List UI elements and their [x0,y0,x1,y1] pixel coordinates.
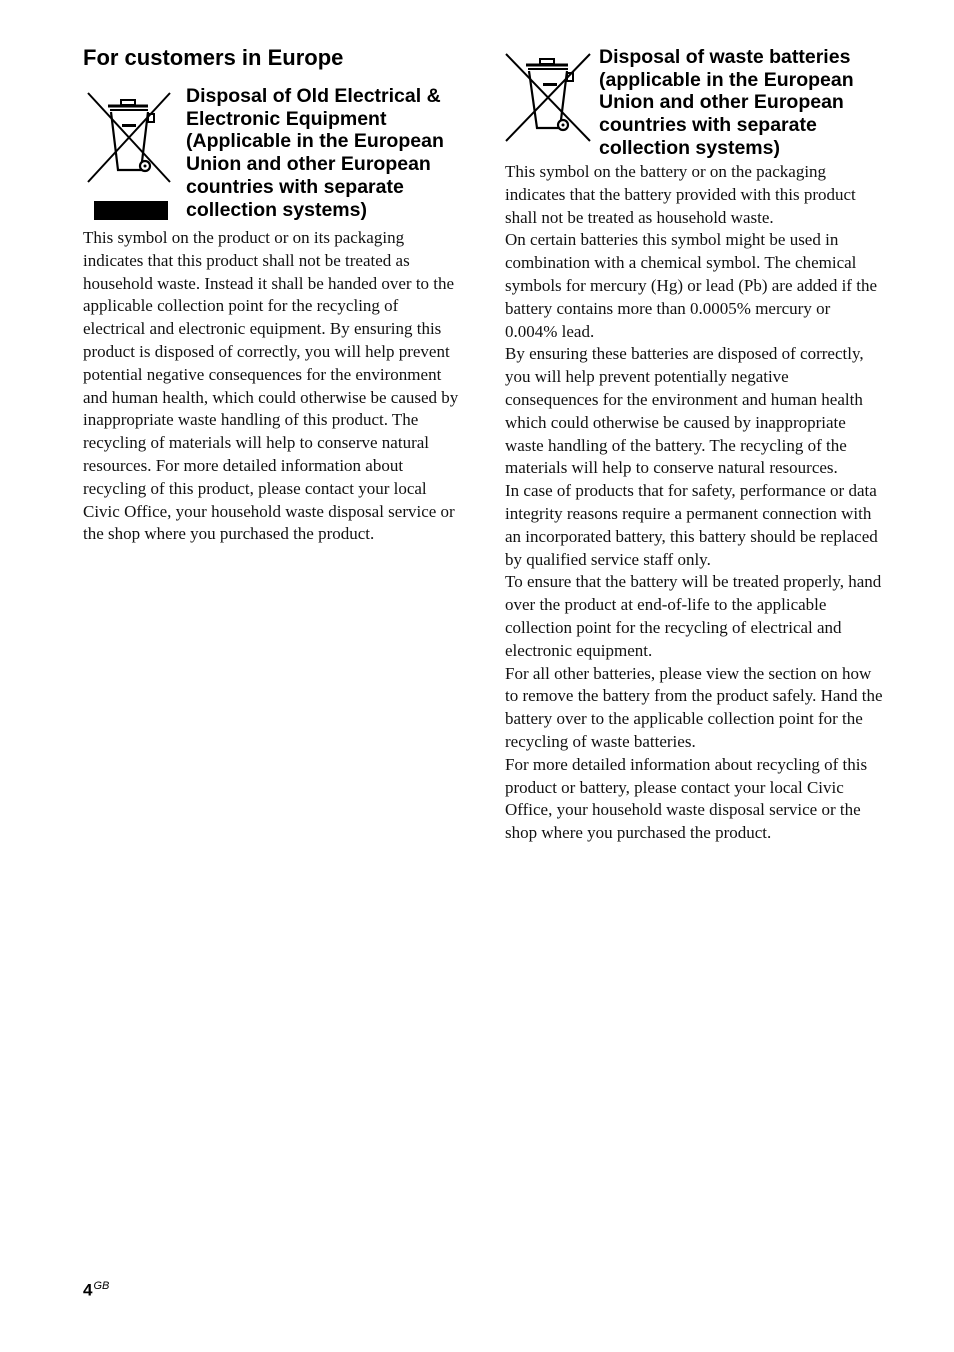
title-line: Electronic Equipment [186,107,387,130]
left-section-title [186,85,444,221]
title-line: collection systems) [599,136,780,159]
right-section-title [599,46,854,160]
title-line: countries with separate [186,175,404,198]
paragraph: For all other batteries, please view the section on how to remove the battery from the product safely. Hand the battery over to the applicable collection point for the recycling of waste batteries. [505,663,883,751]
title-line: countries with separate [599,114,817,137]
right-body [505,161,883,845]
page-heading: For customers in Europe [83,45,344,70]
page-number-value: 4 [83,1280,93,1300]
paragraph: By ensuring these batteries are disposed of correctly, you will help prevent potentially negative consequences for the environment and human health which could otherwise be caused by inappropriate waste handling of the battery. The recycling of the materials will help to conserve natural resources. [505,344,864,478]
crossed-out-wheelie-bin-icon [86,90,172,222]
paragraph: To ensure that the battery will be treated properly, hand over the product at end-of-life to the applicable collection point for the recycling of electrical and electronic equipment. [505,572,882,660]
paragraph: On certain batteries this symbol might be used in combination with a chemical symbol. The chemical symbols for mercury (Hg) or lead (Pb) are added if the battery contains more than 0.0005% mercury or 0.004% lead. [505,230,877,341]
title-line: Disposal of Old Electrical & [186,85,441,107]
title-line: Disposal of waste batteries [599,46,851,68]
title-line: Union and other European [599,91,844,114]
page-number [83,1280,109,1301]
paragraph: This symbol on the battery or on the packaging indicates that the battery provided with this product shall not be treated as household waste. [505,162,856,227]
paragraph: For more detailed information about recycling of this product or battery, please contact your local Civic Office, your household waste disposal service or the shop where you purchased the product. [505,754,868,843]
title-line: (applicable in the European [599,68,854,91]
paragraph: In case of products that for safety, performance or data integrity reasons require a permanent connection with an incorporated battery, this battery should be replaced by qualified service staff only. [505,481,878,569]
paragraph: This symbol on the product or on its packaging indicates that this product shall not be treated as household waste. Instead it shall be handed over to the applicable collection point for the recycling of electrical and electronic equipment. By ensuring this product is disposed of correctly, you will help prevent potential negative consequences for the environment and human health, which could otherwise be caused by inappropriate waste handling of this product. The recycling of materials will help to conserve natural resources. For more detailed information about recycling of this product, please contact your local Civic Office, your household waste disposal service or the shop where you purchased the product. [83,228,459,544]
page-number-suffix: GB [93,1280,110,1292]
crossed-out-wheelie-bin-icon [504,52,592,144]
title-line: collection systems) [186,198,367,221]
left-body [83,227,459,546]
title-line: (Applicable in the European [186,130,444,153]
title-line: Union and other European [186,153,431,176]
